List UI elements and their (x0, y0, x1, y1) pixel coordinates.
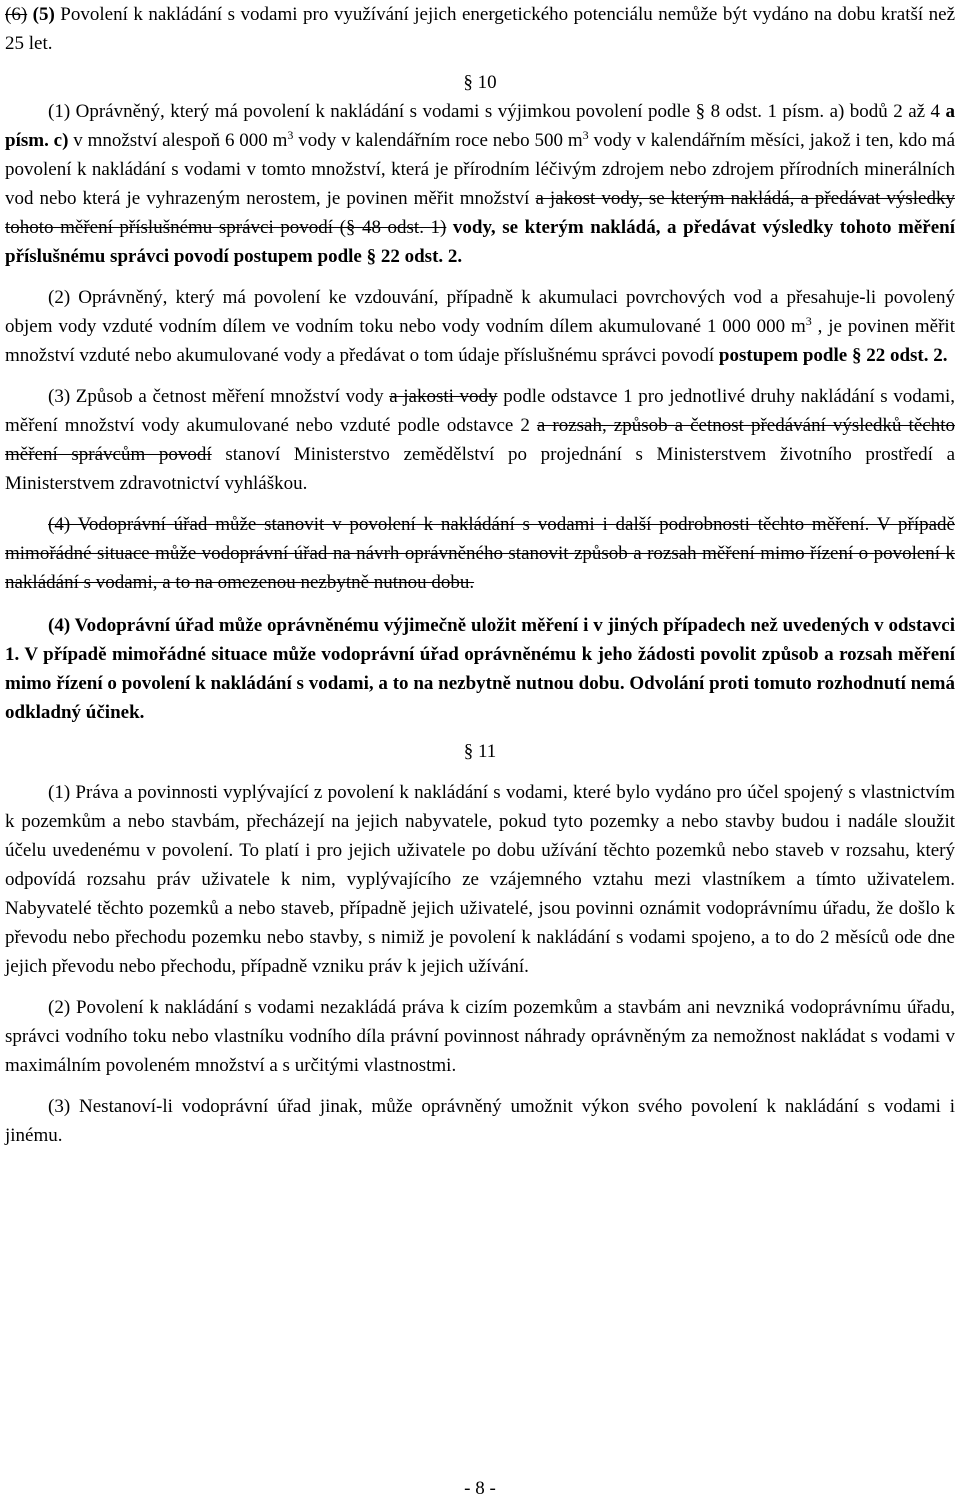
text-run: vody v kalendářním měsíci, jakož i ten, kdo má povolení k nakládání s vodami v tomto množství, která je přírodním léčivým zdrojem nebo zdrojem přírodních minerálních vod nebo která je vyhrazeným nerostem, je povinen měřit množství (5, 130, 956, 209)
superscript: 3 (582, 128, 589, 142)
document-page (5, 0, 955, 1150)
bold-text: a písm. c) (5, 101, 955, 151)
text-run: § 11 (463, 741, 497, 762)
text-run: podle odstavce 1 pro jednotlivé druhy nakládání s vodami, měření množství vody akumulované nebo vzduté podle odstavce 2 (5, 386, 955, 436)
struck-text: a jakosti vody (389, 386, 498, 407)
struck-text: a rozsah, způsob a četnost předávání výsledků těchto měření správcům povodí (5, 415, 955, 465)
section-11-heading (5, 737, 955, 766)
struck-text: a jakost vody, se kterým nakládá, a předávat výsledky tohoto měření příslušnému správci povodí (§ 48 odst. 1) (5, 188, 955, 238)
para-10-1 (5, 97, 955, 271)
para-10-3 (5, 382, 955, 498)
text-run: , je povinen měřit množství vzduté nebo akumulované vody a předávat o tom údaje příslušnému správci povodí (5, 316, 955, 366)
struck-text: (6) (5, 4, 28, 25)
para-10-2 (5, 283, 955, 370)
page-number: - 8 - (464, 1478, 496, 1499)
text-run: v množství alespoň 6 000 m (68, 130, 288, 151)
text-run: (3) Nestanoví-li vodoprávní úřad jinak, může oprávněný umožnit výkon svého povolení k nakládání s vodami i jinému. (5, 1096, 955, 1146)
text-run: (2) Povolení k nakládání s vodami nezakládá práva k cizím pozemkům a stavbám ani nevzniká vodoprávnímu úřadu, správci vodního toku nebo vlastníku vodního díla právní povinnost náhrady oprávněným za nemožnost nakládat s vodami v maximálním povoleném množství a s určitými vlastnostmi. (5, 997, 955, 1076)
superscript: 3 (287, 128, 294, 142)
text-run: (2) Oprávněný, který má povolení ke vzdouvání, případně k akumulaci povrchových vod a přesahuje-li povolený objem vody vzduté vodním dílem ve vodním toku nebo vody vodním dílem akumulované 1 000 000 m (5, 287, 955, 337)
bold-text: (5) (27, 4, 55, 25)
text-run: § 10 (463, 72, 497, 93)
bold-text: (4) Vodoprávní úřad může oprávněnému výjimečně uložit měření i v jiných případech než uvedených v odstavci 1. V případě mimořádné situace může vodoprávní úřad oprávněnému k jeho žádosti povolit způsob a rozsah měření mimo řízení o povolení k nakládání s vodami, a to na nezbytně nutnou dobu. Odvolání proti tomuto rozhodnutí nemá odkladný účinek. (5, 615, 955, 723)
struck-text: (4) Vodoprávní úřad může stanovit v povolení k nakládání s vodami i další podrobnosti těchto měření. V případě mimořádné situace může vodoprávní úřad na návrh oprávněného stanovit způsob a rozsah měření mimo řízení o povolení k nakládání s vodami, a to na omezenou nezbytně nutnou dobu. (5, 514, 955, 593)
text-run: Povolení k nakládání s vodami pro využívání jejich energetického potenciálu nemůže být vydáno na dobu kratší než 25 let. (5, 4, 956, 54)
section-10-heading (5, 68, 955, 97)
para-10-4-new (5, 611, 955, 727)
para-11-1 (5, 778, 955, 981)
para-11-3 (5, 1092, 955, 1150)
text-run: vody v kalendářním roce nebo 500 m (293, 130, 583, 151)
text-run: (3) Způsob a četnost měření množství vody (48, 386, 390, 407)
para-11-2 (5, 993, 955, 1080)
text-run: (1) Oprávněný, který má povolení k nakládání s vodami s výjimkou povolení podle § 8 odst. 1 písm. a) bodů 2 až 4 (48, 101, 946, 122)
bold-text: vody, se kterým nakládá, a předávat výsledky tohoto měření příslušnému správci povodí postupem podle § 22 odst. 2. (5, 217, 955, 267)
para-energy-permit (5, 0, 955, 58)
superscript: 3 (805, 314, 812, 328)
text-run: stanoví Ministerstvo zemědělství po projednání s Ministerstvem životního prostředí a Ministerstvem zdravotnictví vyhláškou. (5, 444, 956, 494)
para-10-4-deleted (5, 510, 955, 597)
bold-text: postupem podle § 22 odst. 2. (718, 345, 948, 366)
text-run: (1) Práva a povinnosti vyplývající z povolení k nakládání s vodami, které bylo vydáno pro účel spojený s vlastnictvím k pozemkům a nebo stavbám, přecházejí na jejich nabyvatele, pokud tyto pozemky a nebo stavby budou i nadále sloužit účelu uvedenému v povolení. To platí i pro jejich uživatele po dobu užívání těchto pozemků nebo staveb v rozsahu, který odpovídá rozsahu práv uživatele k nim, vyplývajícího ze vzájemného vztahu mezi vlastníkem a tímto uživatelem. Nabyvatelé těchto pozemků a nebo staveb, případně jejich uživatelé, jsou povinni oznámit vodoprávnímu úřadu, že došlo k převodu nebo přechodu pozemku nebo stavby, s nimiž je povolení k nakládání s vodami spojeno, a to do 2 měsíců ode dne jejich převodu nebo přechodu, případně vzniku práv k jejich užívání. (5, 782, 955, 977)
